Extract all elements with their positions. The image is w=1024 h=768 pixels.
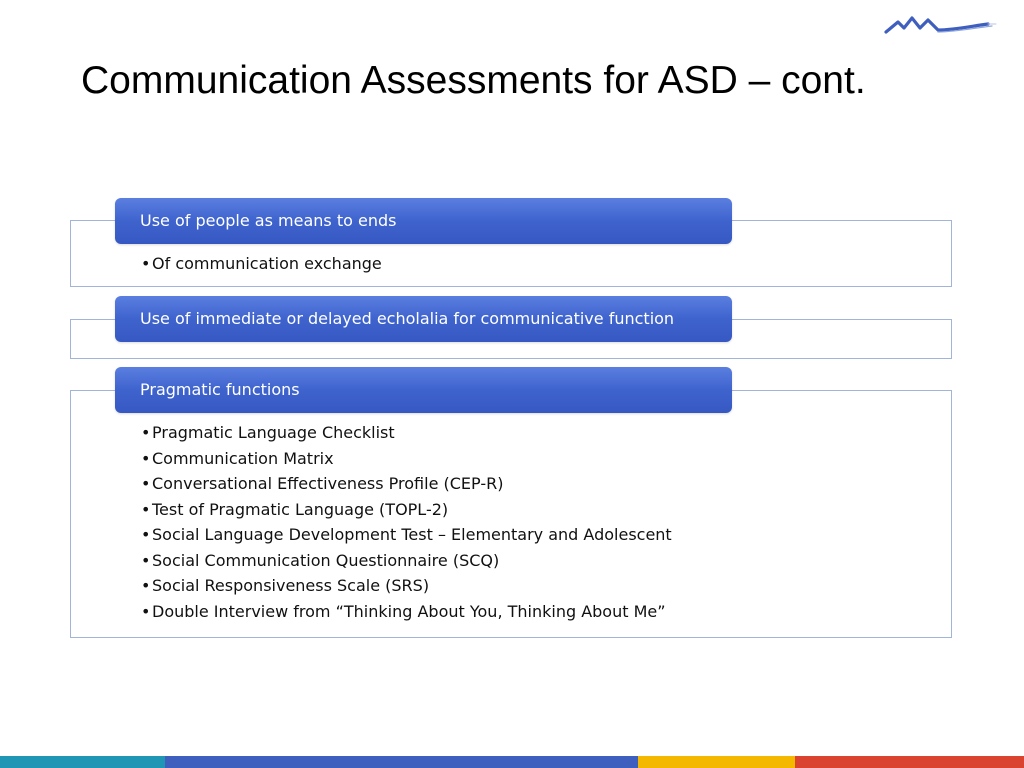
list-item: •Of communication exchange <box>141 251 382 277</box>
mountain-logo-icon <box>884 10 1000 36</box>
list-item: •Pragmatic Language Checklist <box>141 420 672 446</box>
footer-segment-gold <box>638 756 795 768</box>
bullet-icon: • <box>141 423 151 442</box>
bullet-icon: • <box>141 550 151 570</box>
bullet-icon: • <box>141 499 151 519</box>
list-item: •Test of Pragmatic Language (TOPL-2) <box>141 497 672 523</box>
section-1-header: Use of people as means to ends <box>115 198 732 244</box>
list-item: •Social Language Development Test – Elementary and Adolescent <box>141 522 672 548</box>
section-2-header: Use of immediate or delayed echolalia for communicative function <box>115 296 732 342</box>
bullet-icon: • <box>141 474 151 493</box>
list-item: •Communication Matrix <box>141 446 672 472</box>
bullet-icon: • <box>141 254 151 273</box>
bullet-icon: • <box>141 601 151 621</box>
section-3-header: Pragmatic functions <box>115 367 732 413</box>
footer-color-bar <box>0 756 1024 768</box>
bullet-icon: • <box>141 525 151 544</box>
footer-segment-blue <box>165 756 638 768</box>
footer-segment-red <box>795 756 1024 768</box>
bullet-icon: • <box>141 576 151 595</box>
section-1-bullet-list <box>141 251 382 277</box>
list-item: •Social Responsiveness Scale (SRS) <box>141 573 672 599</box>
bullet-icon: • <box>141 448 151 468</box>
list-item: •Social Communication Questionnaire (SCQ) <box>141 548 672 574</box>
section-3-bullet-list <box>141 420 672 624</box>
list-item: •Conversational Effectiveness Profile (CEP-R) <box>141 471 672 497</box>
footer-segment-teal <box>0 756 165 768</box>
page-title: Communication Assessments for ASD – cont. <box>81 59 866 102</box>
list-item: •Double Interview from “Thinking About You, Thinking About Me” <box>141 599 672 625</box>
